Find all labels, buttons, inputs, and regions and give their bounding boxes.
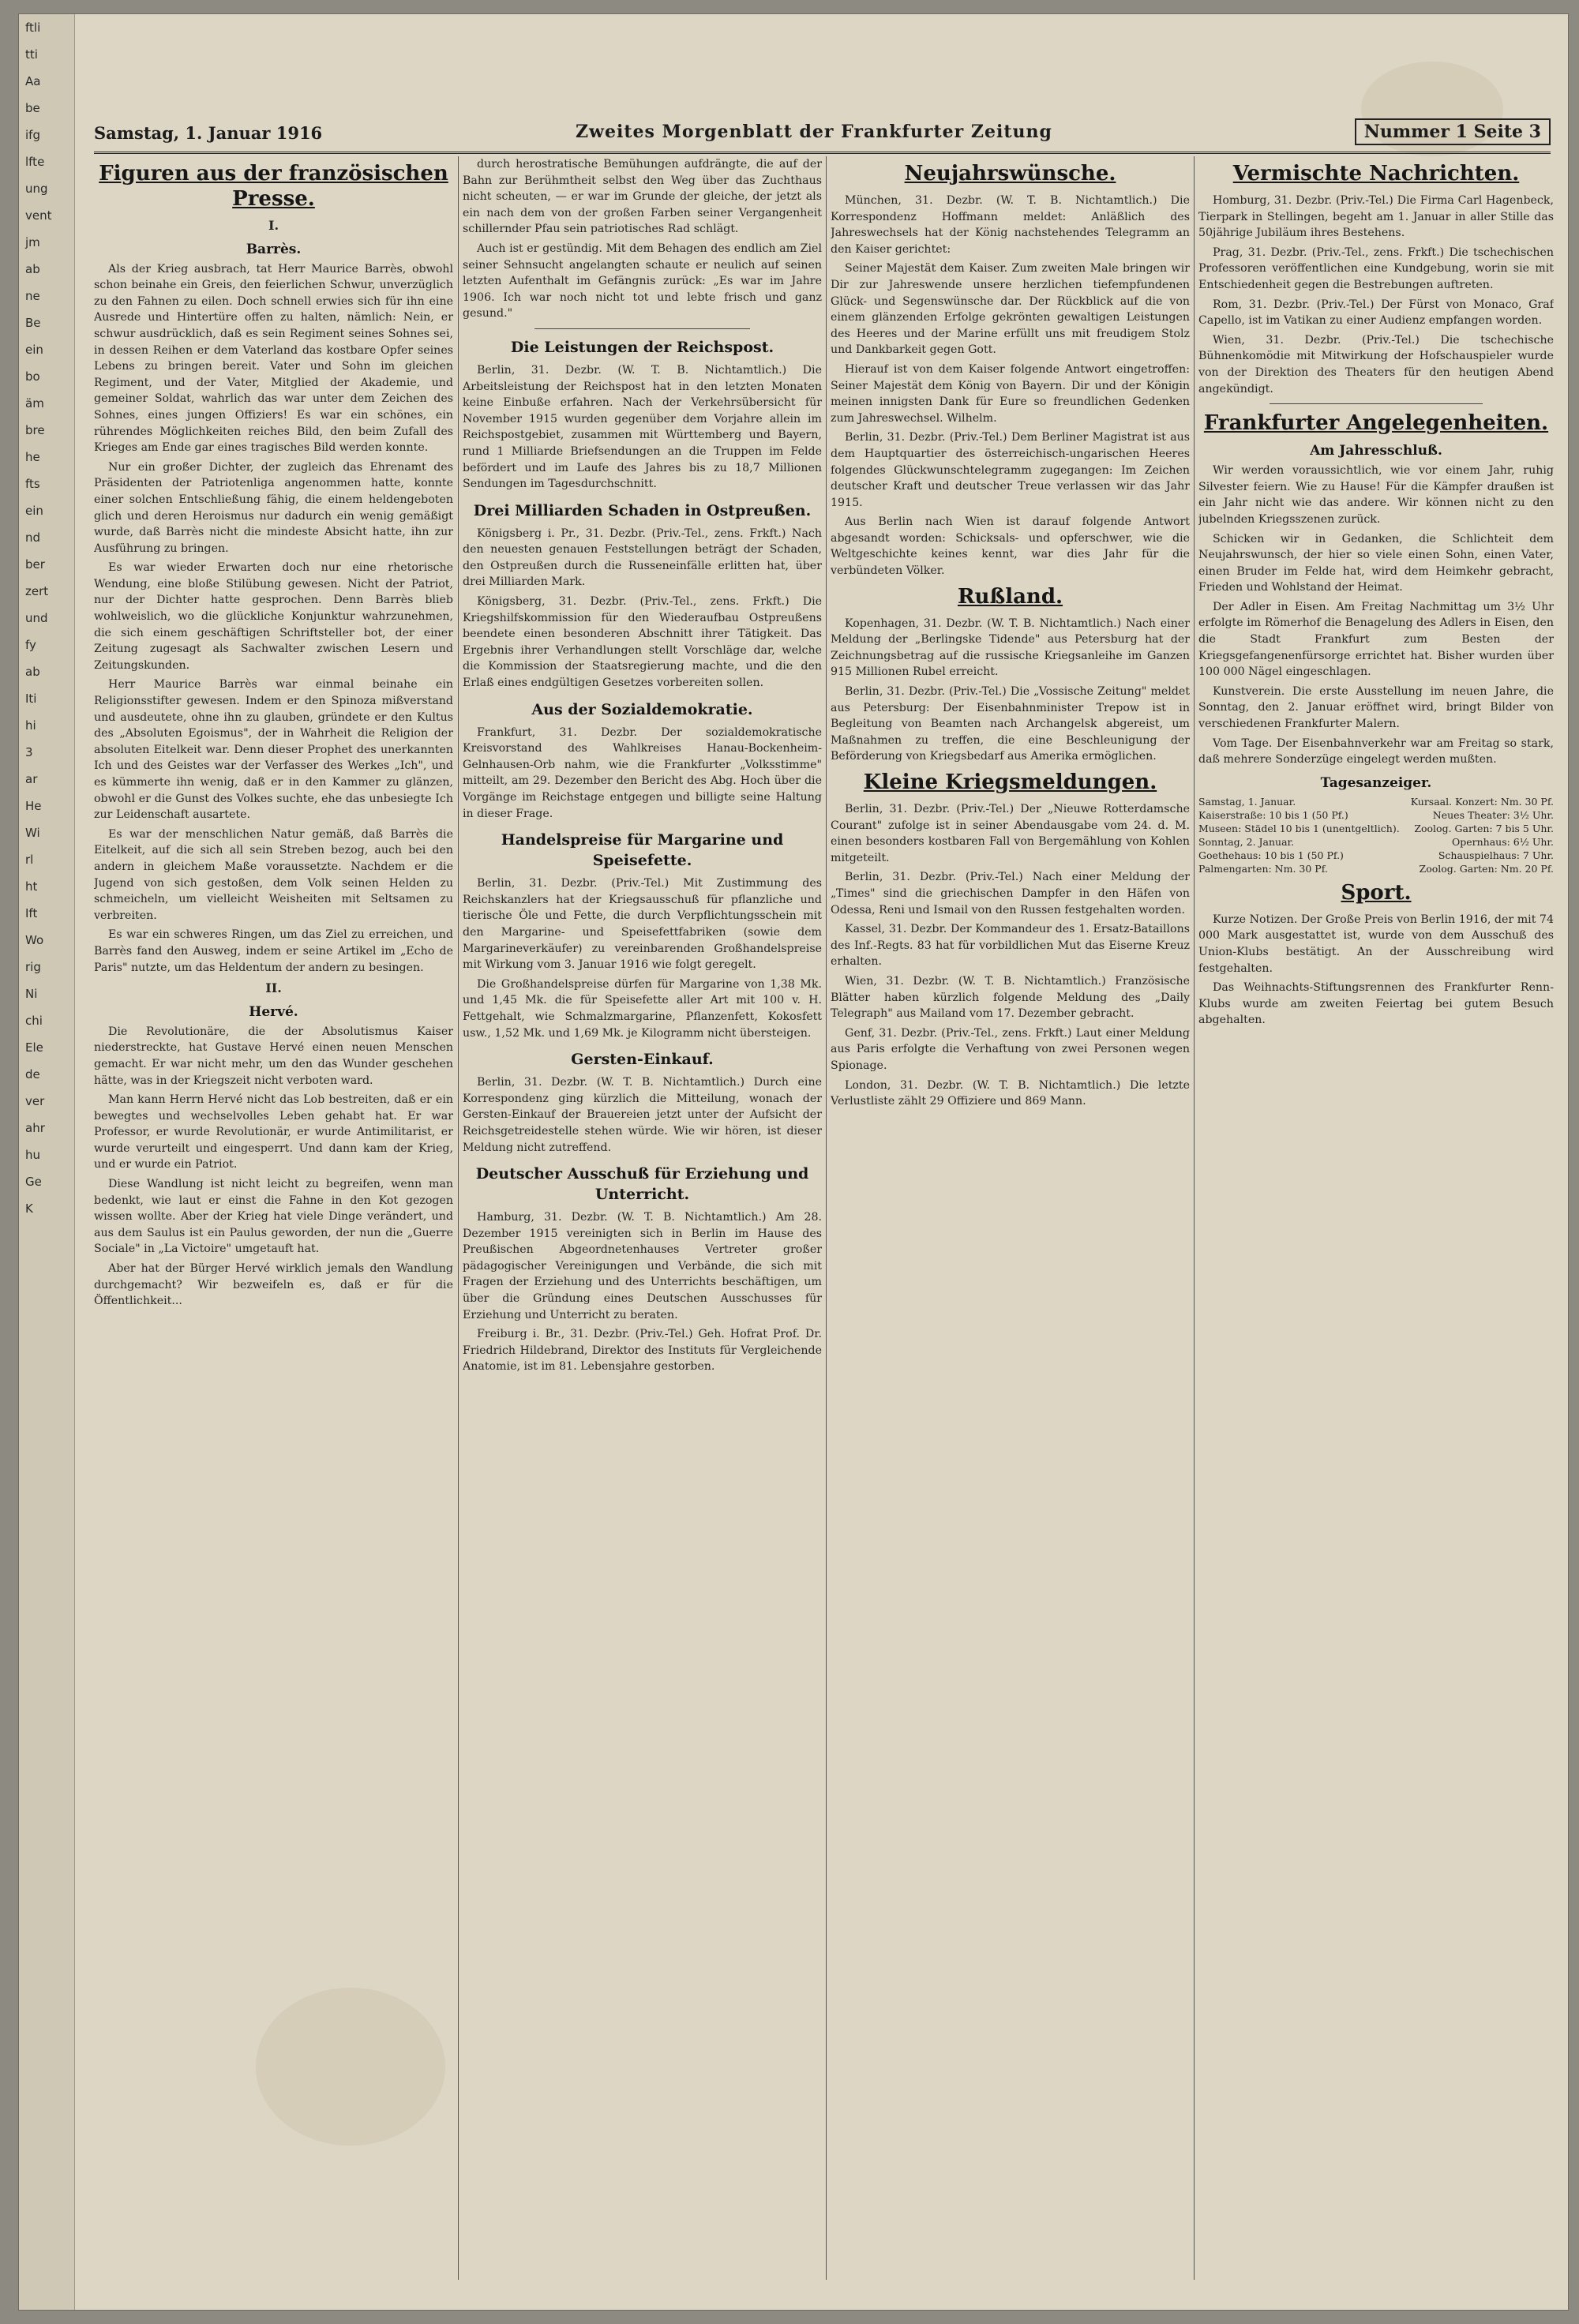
strip-fragment: Be bbox=[25, 316, 41, 330]
paragraph: London, 31. Dezbr. (W. T. B. Nichtamtlich.) Die letzte Verlustliste zählt 29 Offiziere und 869 Mann. bbox=[831, 1078, 1190, 1108]
listing-cell: Kursaal. Konzert: Nm. 30 Pf. bbox=[1410, 795, 1554, 808]
column-1 bbox=[94, 156, 453, 2280]
strip-fragment: ber bbox=[25, 557, 45, 572]
section-title: Kleine Kriegsmeldungen. bbox=[863, 770, 1157, 794]
paragraph: Wien, 31. Dezbr. (W. T. B. Nichtamtlich.) Französische Blätter haben kürzlich folgende Meldung des „Daily Telegraph" aus Mailand vom 17. Dezember gebracht. bbox=[831, 974, 1190, 1021]
strip-fragment: ung bbox=[25, 182, 48, 196]
strip-fragment: bo bbox=[25, 369, 40, 384]
strip-fragment: be bbox=[25, 101, 40, 115]
section-body bbox=[463, 526, 822, 692]
strip-fragment: ifg bbox=[25, 128, 40, 142]
paragraph: Herr Maurice Barrès war einmal beinahe ein Religionsstifter gewesen. Indem er den Spinoza mißverstand und ausdeutete, ohne ihn zu glauben, gründete er den Kultus des „Absoluten Egoismus", der in Wahrheit die Religion der absoluten Eitelkeit war. Denn dieser Prophet des unerkannten Ich und des Geistes war der Verfasser des Werkes „Ich", und es kümmerte ihn wenig, daß er in den Kammer zu glänzen, obwohl er die Gunst des Volkes suchte, ehe das unbesiegte Ich zur Leidenschaft ausartete. bbox=[94, 678, 453, 822]
paragraph: Berlin, 31. Dezbr. (Priv.-Tel.) Nach einer Meldung der „Times" sind die griechischen Dampfer in den Häfen von Odessa, Reni und Ismail von den Russen festgehalten worden. bbox=[831, 871, 1190, 916]
listing-cell: Sonntag, 2. Januar. bbox=[1198, 835, 1295, 848]
tagesanzeiger-listing bbox=[1198, 795, 1554, 875]
section-body bbox=[1198, 912, 1554, 1029]
section-body bbox=[831, 616, 1190, 765]
issue-number: Nummer 1 Seite 3 bbox=[1355, 118, 1551, 145]
section-title: Sport. bbox=[1341, 880, 1412, 905]
paragraph: Aber hat der Bürger Hervé wirklich jemals den Wandlung durchgemacht? Wir bezweifeln es, daß er für die Öffentlichkeit... bbox=[94, 1262, 453, 1308]
section-title: Tagesanzeiger. bbox=[1320, 774, 1432, 791]
paragraph: Hamburg, 31. Dezbr. (W. T. B. Nichtamtlich.) Am 28. Dezember 1915 vereinigten sich in Berlin im Hause des Preußischen Abgeordnetenhauses Vertreter großer pädagogischer Vereinigungen und Verbände, die sich mit Fragen der Erziehung und des Unterrichts beschäftigen, um über die Gründung eines Deutschen Ausschusses für Erziehung und Unterricht zu beraten. bbox=[463, 1211, 822, 1321]
strip-fragment: ne bbox=[25, 289, 40, 303]
listing-cell: Museen: Städel 10 bis 1 (unentgeltlich). bbox=[1198, 822, 1400, 834]
strip-fragment: lfte bbox=[25, 155, 45, 169]
section-body bbox=[1198, 463, 1554, 768]
paragraph: Man kann Herrn Hervé nicht das Lob bestreiten, daß er ein bewegtes und wechselvolles Leben gehabt hat. Er war Professor, er wurde Revolutionär, er wurde Antimilitarist, er wurde verurteilt und eingesperrt. Und dann kam der Krieg, und er wurde ein Patriot. bbox=[94, 1093, 453, 1171]
paragraph: Nur ein großer Dichter, der zugleich das Ehrenamt des Präsidenten der Patriotenliga angenommen hatte, konnte einer solchen Entschließung fähig, die einem heldengeboten glich und deren Heroismus nur dadurch ein wenig gemäßigt wurde, daß Barrès nicht die mindeste Absicht hatte, ihn zur Ausführung zu bringen. bbox=[94, 460, 453, 555]
listing-row bbox=[1198, 835, 1554, 849]
paragraph: Schicken wir in Gedanken, die Schlichteit dem Neujahrswunsch, der hier so viele einen Sohn, einen Vater, einen Bruder im Felde hat, wird dem Heimkehr gebracht, Frieden und Wohlstand der Heimat. bbox=[1198, 532, 1554, 594]
paragraph: Berlin, 31. Dezbr. (Priv.-Tel.) Mit Zustimmung des Reichskanzlers hat der Kriegsausschuß für pflanzliche und tierische Öle und Fette, die durch Verpflichtungsschein mit den Margarine- und Speisefettfabriken (sowie dem Margarineverkäufer) zu vereinbarenden Großhandelspreise mit Wirkung vom 3. Januar 1916 wie folgt geregelt. bbox=[463, 877, 822, 972]
continued-text bbox=[463, 156, 822, 322]
paragraph: Die Revolutionäre, die der Absolutismus Kaiser niederstreckte, hat Gustave Hervé einen neuen Menschen gemacht. Er war nicht mehr, um den das Wunder geschehen hätte, was in der Kriegszeit nicht verboten ward. bbox=[94, 1025, 453, 1087]
section-title: Gersten-Einkauf. bbox=[571, 1051, 714, 1069]
listing-cell: Zoolog. Garten: 7 bis 5 Uhr. bbox=[1414, 822, 1554, 834]
listing-cell: Samstag, 1. Januar. bbox=[1198, 795, 1296, 808]
paragraph: Aus Berlin nach Wien ist darauf folgende Antwort abgesandt worden: Schicksals- und opferschwer, wie die Weltgeschichte keines kennt, war dies Jahr für die verbündeten Völker. bbox=[831, 515, 1190, 578]
strip-fragment: ein bbox=[25, 343, 43, 357]
strip-fragment: ab bbox=[25, 665, 40, 679]
paragraph: Freiburg i. Br., 31. Dezbr. (Priv.-Tel.) Geh. Hofrat Prof. Dr. Friedrich Hildebrand, Direktor des Instituts für Vergleichende Anatomie, ist im 81. Lebensjahre gestorben. bbox=[463, 1328, 822, 1374]
paragraph: Prag, 31. Dezbr. (Priv.-Tel., zens. Frkft.) Die tschechischen Professoren veröffentlichen eine Kundgebung, worin sie mit Entschiedenheit gegen die Bestrebungen auftreten. bbox=[1198, 246, 1554, 291]
newspaper-title: Zweites Morgenblatt der Frankfurter Zeitung bbox=[576, 122, 1052, 142]
strip-fragment: zert bbox=[25, 584, 49, 598]
paragraph: Homburg, 31. Dezbr. (Priv.-Tel.) Die Firma Carl Hagenbeck, Tierpark in Stellingen, begeht am 1. Januar in aller Stille das 50jährige Jubiläum ihres Bestehens. bbox=[1198, 194, 1554, 240]
section-title: Die Leistungen der Reichspost. bbox=[510, 338, 774, 356]
section-title: Rußland. bbox=[957, 584, 1063, 609]
column-3 bbox=[831, 156, 1190, 2280]
section-title: Vermischte Nachrichten. bbox=[1232, 162, 1520, 186]
strip-fragment: bre bbox=[25, 423, 45, 437]
listing-cell: Kaiserstraße: 10 bis 1 (50 Pf.) bbox=[1198, 808, 1348, 821]
section-title: Frankfurter Angelegenheiten. bbox=[1203, 411, 1549, 436]
listing-row bbox=[1198, 862, 1554, 875]
paragraph: Kopenhagen, 31. Dezbr. (W. T. B. Nichtamtlich.) Nach einer Meldung der „Berlingske Tidende" aus Petersburg hat der Zeichnungsbetrag auf die russische Kriegsanleihe im Ganzen 915 Millionen Rubel erreicht. bbox=[831, 617, 1190, 679]
strip-fragment: ab bbox=[25, 262, 40, 276]
listing-row bbox=[1198, 795, 1554, 808]
paragraph: Als der Krieg ausbrach, tat Herr Maurice Barrès, obwohl schon beinahe ein Greis, den feierlichen Schwur, unverzüglich zu den Fahnen zu eilen. Doch schnell erwies sich für ihn eine Ausrede und Hintertüre offen zu halten, nämlich: Nein, er schwur ausdrücklich, daß es sein Regiment seines Sohnes sei, in dessen Reihen er dem Vaterland das kostbare Opfer seines Lebens zu bringen bereit. Vater und Sohn im gleichen Regiment, und der Vater, Mitglied der Akademie, und gemeiner Soldat, wahrlich das war unter dem Zeichen des Sohnes, eines jungen Offiziers! Es war ein schönes, ein rührendes Möglichkeiten reiches Bild, den beim Zufall des Krieges am Ende gar eines tragisches Bild werden konnte. bbox=[94, 262, 453, 455]
issue-date: Samstag, 1. Januar 1916 bbox=[94, 123, 323, 143]
article-heading: Figuren aus der französischen Presse. bbox=[99, 162, 448, 211]
section-body bbox=[94, 1024, 453, 1310]
paragraph: Berlin, 31. Dezbr. (Priv.-Tel.) Die „Vossische Zeitung" meldet aus Petersburg: Der Eisenbahnminister Trepow ist in Begleitung von Beamten nach Archangelsk abgereist, um Maßnahmen zu treffen, die eine Beschleunigung der Beförderung von Kriegsbedarf aus Amerika ermöglichen. bbox=[831, 685, 1190, 763]
paragraph: Diese Wandlung ist nicht leicht zu begreifen, wenn man bedenkt, wie laut er einst die Fahne in den Kot gezogen wissen wollte. Aber der Krieg hat viele Dinge verändert, und aus dem Saulus ist ein Paulus geworden, der nun die „Guerre Sociale" in „La Victoire" umgetauft hat. bbox=[94, 1178, 453, 1256]
newspaper-page bbox=[19, 14, 1568, 2310]
paragraph: Das Weihnachts-Stiftungsrennen des Frankfurter Renn-Klubs wurde am zweiten Feiertag bei gutem Besuch abgehalten. bbox=[1198, 981, 1554, 1027]
section-number: II. bbox=[265, 980, 282, 996]
listing-cell: Zoolog. Garten: Nm. 20 Pf. bbox=[1419, 862, 1554, 875]
section-title: Hervé. bbox=[249, 1003, 298, 1020]
strip-fragment: K bbox=[25, 1201, 33, 1216]
strip-fragment: Ift bbox=[25, 906, 38, 920]
paragraph: Seiner Majestät dem Kaiser. Zum zweiten Male bringen wir Dir zur Jahreswende unsere herzlichen tiefempfundenen Glück- und Segenswünsche dar. Der Rückblick auf die von einem glänzenden Erfolge gekrönten gewaltigen Leistungen des Heeres und der Marine erfüllt uns mit freudigem Stolz und Dankbarkeit gegen Gott. bbox=[831, 262, 1190, 357]
strip-fragment: Iti bbox=[25, 692, 37, 706]
paragraph: Der Adler in Eisen. Am Freitag Nachmittag um 3½ Uhr erfolgte im Römerhof die Benagelung des Adlers in Eisen, den die Stadt Frankfurt zum Besten der Kriegsgefangenenfürsorge errichtet hat. Bisher wurden über 100 000 Nägel eingeschlagen. bbox=[1198, 600, 1554, 679]
listing-cell: Goethehaus: 10 bis 1 (50 Pf.) bbox=[1198, 849, 1344, 861]
column-2 bbox=[463, 156, 822, 2280]
strip-fragment: äm bbox=[25, 396, 44, 410]
strip-fragment: rig bbox=[25, 960, 41, 974]
paragraph: Es war ein schweres Ringen, um das Ziel zu erreichen, und Barrès fand den Ausweg, indem er seine Artikel im „Echo de Paris" nutzte, um das Heldentum der andern zu besingen. bbox=[94, 928, 453, 974]
paragraph: Berlin, 31. Dezbr. (Priv.-Tel.) Der „Nieuwe Rotterdamsche Courant" zufolge ist in seiner Abendausgabe vom 24. d. M. einen besonders kostbaren Fall von Bergemählung von Kohlen mitgeteilt. bbox=[831, 803, 1190, 864]
section-title: Handelspreise für Margarine und Speisefette. bbox=[501, 831, 784, 870]
strip-fragment: He bbox=[25, 799, 42, 813]
section-title: Neujahrswünsche. bbox=[904, 162, 1116, 186]
listing-cell: Palmengarten: Nm. 30 Pf. bbox=[1198, 862, 1328, 875]
paragraph: Es war wieder Erwarten doch nur eine rhetorische Wendung, eine bloße Stilübung gewesen. Nicht der Patriot, nur der Dichter hatte gesprochen. Denn Barrès blieb wohlweislich, wo die glückliche Konjunktur wahrzunehmen, die sich einem geschäftigen Schriftsteller bot, der einer Zeitung zugesagt als Sachwalter zwischen Lesern und Zeitungskunden. bbox=[94, 561, 453, 672]
section-subtitle: Am Jahresschluß. bbox=[1310, 443, 1442, 459]
listing-row bbox=[1198, 808, 1554, 822]
strip-fragment: ht bbox=[25, 879, 38, 894]
paragraph: Kunstverein. Die erste Ausstellung im neuen Jahre, die Sonntag, den 2. Januar eröffnet wird, bringt Bilder von verschiedenen Frankfurter Malern. bbox=[1198, 684, 1554, 731]
strip-fragment: Wo bbox=[25, 933, 44, 947]
paragraph: Berlin, 31. Dezbr. (Priv.-Tel.) Dem Berliner Magistrat ist aus dem Hauptquartier des österreichisch-ungarischen Heeres folgendes Glückwunschtelegramm zugegangen: Im Zeichen deutscher Kraft und deutscher Treue verlassen wir das Jahr 1915. bbox=[831, 431, 1190, 509]
strip-fragment: 3 bbox=[25, 745, 33, 759]
section-body bbox=[463, 1074, 822, 1156]
strip-fragment: ahr bbox=[25, 1121, 45, 1135]
strip-fragment: ein bbox=[25, 504, 43, 518]
paragraph: Auch ist er gestündig. Mit dem Behagen des endlich am Ziel seiner Sehnsucht angelangten schaute er neulich auf seinen letzten Aufenthalt im Gefängnis zurück: „Es war im Jahre 1906. Ich war noch nicht tot und lebte frisch und ganz gesund." bbox=[463, 242, 822, 320]
strip-fragment: nd bbox=[25, 530, 41, 545]
strip-fragment: ftli bbox=[25, 21, 41, 35]
listing-row bbox=[1198, 822, 1554, 835]
paragraph: durch herostratische Bemühungen aufdrängte, die auf der Bahn zur Berühmtheit selbst den Weg über das Zuchthaus nicht scheuten, — er war im Grunde der gleiche, der jetzt als ein nach dem von der großen Farben seiner Vergangenheit schillernder Pfau sein patriotisches Rad schlägt. bbox=[463, 158, 822, 236]
paragraph: Die Großhandelspreise dürfen für Margarine von 1,38 Mk. und 1,45 Mk. die für Speisefette aller Art mit 100 v. H. Fettgehalt, wie Schmalzmargarine, Pflanzenfett, Kokosfett usw., 1,52 Mk. und 1,69 Mk. je Kilogramm nicht übersteigen. bbox=[463, 977, 822, 1040]
section-body bbox=[463, 875, 822, 1041]
strip-fragment: chi bbox=[25, 1014, 43, 1028]
strip-fragment: und bbox=[25, 611, 48, 625]
paragraph: Hierauf ist von dem Kaiser folgende Antwort eingetroffen: Seiner Majestät dem König von Bayern. Dir und der Königin meinen innigsten Dank für Eure so freundlichen Gedenken zum Jahreswechsel. Wilhelm. bbox=[831, 362, 1190, 425]
paragraph: Königsberg i. Pr., 31. Dezbr. (Priv.-Tel., zens. Frkft.) Nach den neuesten genauen Feststellungen beträgt der Schaden, den Ostpreußen durch die Russeneinfälle erlitten hat, über drei Milliarden Mark. bbox=[463, 527, 822, 589]
strip-fragment: Aa bbox=[25, 74, 41, 88]
strip-fragment: jm bbox=[25, 235, 40, 249]
strip-fragment: hu bbox=[25, 1148, 41, 1162]
section-body bbox=[831, 801, 1190, 1110]
strip-fragment: de bbox=[25, 1067, 40, 1081]
section-title: Drei Milliarden Schaden in Ostpreußen. bbox=[473, 501, 812, 519]
strip-fragment: fts bbox=[25, 477, 40, 491]
strip-fragment: hi bbox=[25, 718, 36, 733]
strip-fragment: Ni bbox=[25, 987, 38, 1001]
listing-cell: Neues Theater: 3½ Uhr. bbox=[1432, 808, 1554, 821]
strip-fragment: tti bbox=[25, 47, 38, 62]
section-body bbox=[1198, 193, 1554, 397]
section-title: Aus der Sozialdemokratie. bbox=[531, 700, 753, 718]
strip-fragment: fy bbox=[25, 638, 36, 652]
paragraph: Berlin, 31. Dezbr. (W. T. B. Nichtamtlich.) Die Arbeitsleistung der Reichspost hat in den letzten Monaten keine Einbuße erfahren. Nach der Verkehrsübersicht für November 1915 wurden gegenüber dem Vorjahre allein im Reichspostgebiet, zusammen mit Württemberg und Bayern, rund 1 Milliarde Briefsendungen an die Truppen im Felde befördert und im Laufe des Jahres bis zu 18,7 Millionen Sendungen im Tagesdurchschnitt. bbox=[463, 363, 822, 491]
paragraph: Wien, 31. Dezbr. (Priv.-Tel.) Die tschechische Bühnenkomödie mit Mitwirkung der Hofschauspieler wurde von der Direktion des Theaters für den heutigen Abend angekündigt. bbox=[1198, 333, 1554, 395]
masthead bbox=[94, 115, 1551, 154]
paragraph: Vom Tage. Der Eisenbahnverkehr war am Freitag so stark, daß mehrere Sonderzüge eingelegt werden mußten. bbox=[1198, 737, 1554, 767]
column-4 bbox=[1198, 156, 1554, 2280]
strip-fragment: Ele bbox=[25, 1040, 43, 1055]
section-body bbox=[463, 362, 822, 493]
paragraph: Königsberg, 31. Dezbr. (Priv.-Tel., zens. Frkft.) Die Kriegshilfskommission für den Wiederaufbau Ostpreußens beendete einen besonderen Abschnitt ihrer Tätigkeit. Das Ergebnis ihrer Verhandlungen stellt Vorschläge dar, welche die Kommission der Staatsregierung machte, und die den Erlaß eines endgültigen Gesetzes vorbereiten sollen. bbox=[463, 595, 822, 690]
paragraph: Wir werden voraussichtlich, wie vor einem Jahr, ruhig Silvester feiern. Wie zu Hause! Für die Kämpfer draußen ist ein Jahr nicht wie das andere. Wir können nicht zu den jubelnden Kriegsszenen zurück. bbox=[1198, 464, 1554, 526]
paragraph: Kassel, 31. Dezbr. Der Kommandeur des 1. Ersatz-Bataillons des Inf.-Regts. 83 hat für vorbildlichen Mut das Eiserne Kreuz erhalten. bbox=[831, 923, 1190, 969]
paragraph: Es war der menschlichen Natur gemäß, daß Barrès die Eitelkeit, auf die sich all sein Streben bezog, auch bei den andern in gleichem Maße voraussetzte. Nachdem er die Jugend von sich gestoßen, dem Volk seinen Helden zu schmeicheln, um vielleicht Weisheiten mit Seltsamen zu verbreiten. bbox=[94, 827, 453, 922]
section-title: Barrès. bbox=[246, 241, 302, 257]
strip-fragment: he bbox=[25, 450, 40, 464]
paragraph: Genf, 31. Dezbr. (Priv.-Tel., zens. Frkft.) Laut einer Meldung aus Paris erfolgte die Verhaftung von zwei Personen wegen Spionage. bbox=[831, 1026, 1190, 1072]
section-title: Deutscher Ausschuß für Erziehung und Unterricht. bbox=[475, 1165, 809, 1204]
strip-fragment: Wi bbox=[25, 826, 40, 840]
strip-fragment: ar bbox=[25, 772, 38, 786]
paragraph: Rom, 31. Dezbr. (Priv.-Tel.) Der Fürst von Monaco, Graf Capello, ist im Vatikan zu einer Audienz empfangen worden. bbox=[1198, 298, 1554, 328]
paragraph: Frankfurt, 31. Dezbr. Der sozialdemokratische Kreisvorstand des Wahlkreises Hanau-Bockenheim-Gelnhausen-Orb nahm, wie die Frankfurter „Volksstimme" mitteilt, am 29. Dezember den Bericht des Abg. Hoch über die Vorgänge im Reichstage entgegen und billigte seine Haltung in dieser Frage. bbox=[463, 725, 822, 820]
section-body bbox=[94, 261, 453, 976]
paragraph: Berlin, 31. Dezbr. (W. T. B. Nichtamtlich.) Durch eine Korrespondenz ging kürzlich die Mitteilung, wonach der Gersten-Einkauf der Brauereien jetzt unter der Aufsicht der Reichsgetreidestelle stehen würde. Wie wir hören, ist dieser Meldung nicht zutreffend. bbox=[463, 1076, 822, 1154]
paragraph: München, 31. Dezbr. (W. T. B. Nichtamtlich.) Die Korrespondenz Hoffmann meldet: Anläßlich des Jahreswechsels hat der König nachstehendes Telegramm an den Kaiser gerichtet: bbox=[831, 194, 1190, 256]
section-body bbox=[463, 725, 822, 823]
adjacent-page-strip bbox=[19, 14, 75, 2310]
paragraph: Kurze Notizen. Der Große Preis von Berlin 1916, der mit 74 000 Mark ausgestattet ist, wurde von dem Ausschuß des Union-Klubs bestätigt. An der Ausschreibung wird festgehalten. bbox=[1198, 913, 1554, 975]
listing-cell: Opernhaus: 6½ Uhr. bbox=[1451, 835, 1554, 848]
listing-row bbox=[1198, 849, 1554, 862]
strip-fragment: ver bbox=[25, 1094, 45, 1108]
strip-fragment: Ge bbox=[25, 1175, 42, 1189]
listing-cell: Schauspielhaus: 7 Uhr. bbox=[1438, 849, 1554, 861]
strip-fragment: rl bbox=[25, 853, 34, 867]
section-body bbox=[463, 1209, 822, 1375]
section-number: I. bbox=[268, 218, 279, 233]
strip-fragment: vent bbox=[25, 208, 52, 223]
section-body bbox=[831, 193, 1190, 579]
